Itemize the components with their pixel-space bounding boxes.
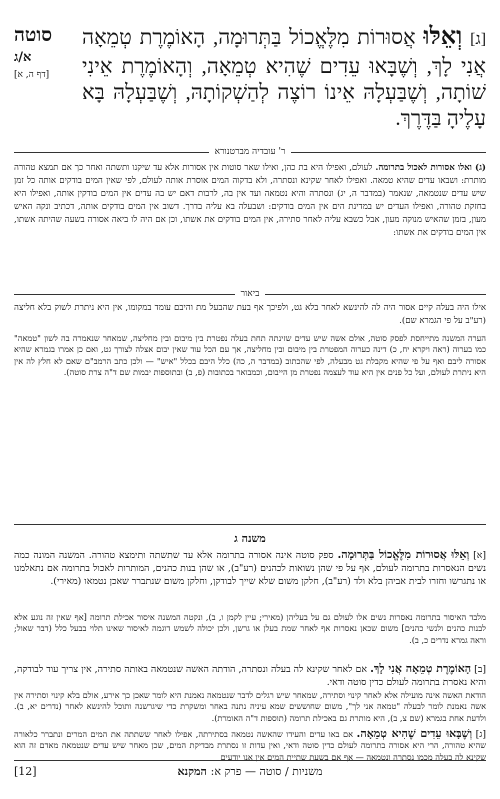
clause-marker: [ב]: [474, 664, 487, 675]
mishna-lead-word: וְאֵלּוּ: [423, 24, 463, 50]
mishna-clause-a-note: מלבד האיסור בתרומה נאסרות נשים אלו לעולם גם על בעליהן (מאירי; עיין לקמן ו, ב), ונקטה המשנה איסור אכילת תרומה [אף שאין זה נוגע אלא לבנות כהנים ולנשי כהנים] משום שכאן נאסרות אף לאחר שמת בעלן או גרשן, ולכן יכולה לשמש דוגמה לאיסור שאינו תלוי בבעל כלל (דבר שאול; וראה גמרא נדרים כ, ב).: [14, 612, 486, 645]
footer-chapter-name: המקנא: [177, 765, 207, 778]
perek-mishna-number: א/ג: [14, 50, 32, 65]
daf-reference: [דף ה, א]: [14, 70, 50, 80]
mishna-marker: [ג]: [470, 31, 487, 48]
clause-heading: וְשֶׁבָּאוּ עֵדִים שֶׁהִיא טְמֵאָה.: [356, 727, 473, 740]
mishna-clause-a: [14, 548, 486, 589]
mishna-main-text: [82, 24, 486, 131]
biur-title: ביאור: [0, 288, 500, 299]
clause-text: אם לאחר שקינא לה בעלה ונסתרה, הודתה האשה שנטמאה באותה סתירה, אין צריך עוד לבודקה, והיא נאסרת בתרומה לעולם כדין סוטה ודאי.: [14, 664, 486, 689]
biur-note: הערה המשנה מתייחסת לפסק סוטה, אולם אשה שיש עדים שזינתה תחת בעלה נפטרת בין מיבום ובין מחליצה, שמאחר שנאמרה בה לשון "טמאה" כמו בערוה (ראה ויקרא יח, כ) דינה כערוה המפטרת בין מיבום ובין מחליצה, אך עם הכל עוד שאין יבום אצלה לצורך גט, ואם כן אמרו בגמרא שהיא אסורה ליבם ואף על פי שהיא מקבלת גט מבעלה, לפי שהכתוב (במדבר ה, כה) כלל היבם בכלל "איש" — ולכן כתב הרמב"ם שאם לא חלץ לה אין היא ניתרת לעולם, ועל כל פנים אין היא עוד לעצמה נפטרת מן הייבום, וכמבואר בכתובות (פ, ב) ובתוספות יבמות שם ד"ה צרת סוטה).: [14, 333, 486, 378]
footer-label: משניות / סוטה — פרק א:: [210, 765, 323, 778]
bartenura-commentary: [14, 162, 486, 239]
clause-marker: [ג]: [475, 729, 486, 740]
bartenura-lead: (ג) ואלו אסורות לאכול בתרומה.: [375, 163, 486, 173]
page-footer: [14, 765, 486, 785]
page-header-left: [14, 26, 78, 80]
divider: [14, 524, 486, 525]
clause-heading: הָאוֹמֶרֶת טְמֵאָה אֲנִי לָךְ.: [370, 662, 472, 675]
bartenura-text: לעולם, ואפילו היא בת כהן, ואילו שאר סוטות אין אסורות אלא עד שיקנו ותשתה ואחר כך אם תמצא טהורה מותרת: ושבאו עדים שהיא טמאה. ואפילו לאחר שקינא ונסתרה, ולא בדקוה המים אוסרת אותה לעולם, לפי שאין המים בודקים אותה כל זמן שיש עדים שנטמאה, שנאמר (במדבר ה, יג) ונסתרה והיא נטמאה ועד אין בה, לרבות דאם יש בה עדים אין המים בודקין אותה, ואפילו היא בחזקת טהורה, ואפילו העדים יש במדינת הים אין המים בודקים: ושבעלה בא עליה בדרך. דשוב אין המים בודקים אותה, דכתיב ונקה האיש מעון, בזמן שהאיש מנוקה מעון, אבל כשבא עליה לאחר סתירה, אין המים בודקים את אשתו, וכן אם היה לו ביאה אסורה בשעה שהיתה אשתו, אין המים בודקים את אשתו:: [14, 163, 486, 238]
clause-marker: [א]: [473, 550, 487, 561]
mishna-section-title: משנה ג: [234, 532, 266, 545]
page-number: [12]: [14, 765, 37, 778]
tractate-name: סוטה: [14, 24, 53, 46]
clause-text: אם באו עדים והעידו שהאשה נטמאה בסתירתה, אפילו לאחר ששתתה את המים המרים ונתברר כלאורה שהיא טהורה, הרי היא אסורה בתרומה לעולם כדין סוטה ודאי, ואין עדות זו נסתרת מבדיקת המים, שכן מאחר שיש עדים שנטמאה מאדם זה הוא שקינא לה בעלה מכמו נסתרה ונטמאה — אף אם בשעת שתיית המים אין אנו יודעים: [14, 729, 486, 762]
mishna-clause-b-cont: הודאת האשה אינה מועילה אלא לאחר קינוי וסתירה, שמאחר שיש רגלים לדבר שנטמאה נאמנת היא לומר שאכן כך אירע, אולם בלא קינוי וסתירה אין אשה נאמנת לומר לבעלה "טמאה אני לך", משום שחוששים שמא עיניה נתנה באחר ומשקרת כדי שיגרשנה ותוכל להינשא לאחר (נדרים יא, ב). ולדעת אחת בגמרא (שם צ, ב), היא מותרת גם באכילת תרומה (תוספות ד"ה האומרת).: [14, 690, 486, 723]
biur-paragraph: אילו היה בעלה קיים אסור היה לה להינשא לאחר בלא גט, ולפיכך אף בעת שהבעל מת והיבם עומד במקומו, אין היא ניתרת לשוק בלא חליצה (רע"ב על פי הגמרא שם).: [14, 303, 486, 326]
clause-text: ספק סוטה אינה אסורה בתרומה אלא עד שתשתה ותימצא טהורה. המשנה המונה כמה נשים הנאסרות בתרומה לעולם, אף על פי שהן נשואות לכהנים (רע"ב), או שהן בנות כהנים, המותרות לאכול בתרומה אם נתאלמנו או נתגרשו וחזרו לבית אביהן בלא ולד (רע"ב), חלקן משום שלא שייך לבודקן, וחלקן משום שנתברר שאכן נטמאו (מאירי).: [14, 550, 486, 588]
divider: [14, 760, 486, 761]
bartenura-title: ר' עובדיה מברטנורא: [0, 146, 500, 157]
mishna-clause-c: [14, 728, 486, 763]
mishna-clause-b: [14, 662, 486, 689]
mishna-body: אֲסוּרוֹת מִלֶּאֱכוֹל בַּתְּרוּמָה, הָאוֹמֶרֶת טְמֵאָה אֲנִי לָךְ, וְשֶׁבָּאוּ עֵדִים שֶׁהִיא טְמֵאָה, וְהָאוֹמֶרֶת אֵינִי שׁוֹתָה, וְשֶׁבַּעְלָהּ אֵינוֹ רוֹצֶה לְהַשְׁקוֹתָהּ, וְשֶׁבַּעְלָהּ בָּא עָלֶיהָ בַּדֶּרֶךְ.: [82, 25, 486, 130]
clause-heading: וְאֵלּוּ אֲסוּרוֹת מִלֶּאֱכוֹל בַּתְּרוּמָה.: [337, 548, 470, 561]
running-footer: [177, 765, 322, 778]
